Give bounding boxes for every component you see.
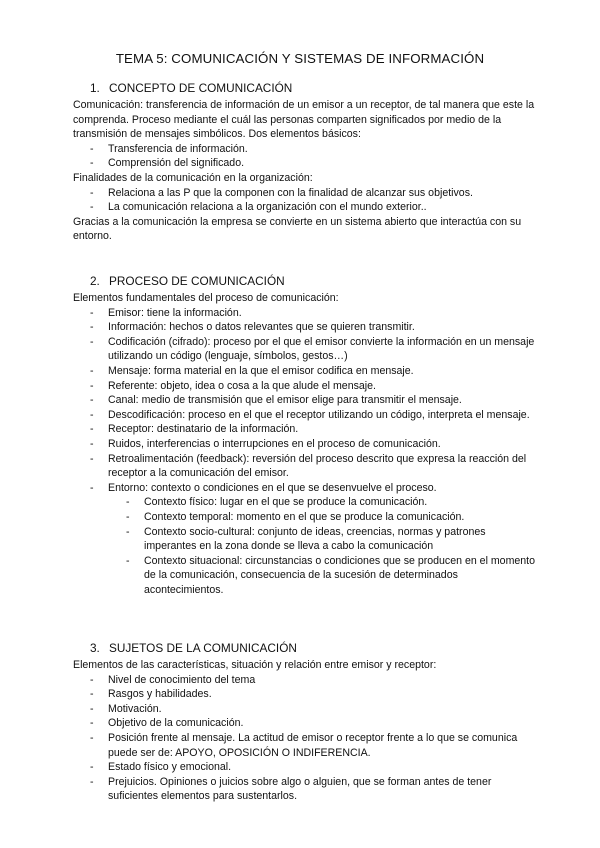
dash-bullet: - (126, 496, 130, 509)
dash-bullet: - (90, 423, 94, 436)
paragraph: Gracias a la comunicación la empresa se convierte en un sistema abierto que interactúa con su entorno. (73, 215, 522, 243)
dash-bullet: - (90, 335, 94, 348)
list-item: - Canal: medio de transmisión que el emisor elige para transmitir el mensaje. (90, 394, 462, 407)
list-item: - Descodificación: proceso en el que el receptor utilizando un código, interpreta el mensaje. (90, 408, 530, 421)
paragraph: Finalidades de la comunicación en la organización: (73, 171, 313, 184)
list-item: - Codificación (cifrado): proceso por el que el emisor convierte la información en un mensaje utilizando un código (lenguaje, símbolos, gestos…) (90, 335, 535, 363)
dash-bullet: - (90, 717, 94, 730)
list-item: - Entorno: contexto o condiciones en el que se desenvuelve el proceso. - Contexto físico: lugar en el que se produce la comunicación. - Contexto temporal: momento en el que se produce la comunicación. - Contexto socio-cultural: conjunto de ideas, creencias, normas y patrones imperantes en la zona donde se lleva a cabo la comunicación - Contexto situacional: circunstancias o condiciones que se producen en el momento de la comunicación, consecuencia de la sucesión de determinados acontecimientos. (73, 481, 540, 598)
section-number: 1. (90, 81, 100, 95)
dash-bullet: - (90, 157, 94, 170)
dash-bullet: - (90, 761, 94, 774)
list-item: - Nivel de conocimiento del tema (90, 673, 256, 686)
dash-bullet: - (90, 688, 94, 701)
list-item: - Emisor: tiene la información. (90, 306, 242, 319)
dash-bullet: - (90, 394, 94, 407)
bullet-list (73, 142, 540, 171)
list-item: - La comunicación relaciona a la organización con el mundo exterior.. (90, 201, 427, 214)
dash-bullet: - (90, 775, 94, 788)
section-heading (73, 81, 540, 96)
sub-bullet-list (108, 495, 540, 597)
list-item: - Posición frente al mensaje. La actitud de emisor o receptor frente a lo que se comunica puede ser de: APOYO, OPOSICIÓN O INDIFERENCIA. (90, 731, 518, 759)
dash-bullet: - (126, 525, 130, 538)
section-concepto (73, 81, 540, 244)
list-item: - Prejuicios. Opiniones o juicios sobre algo o alguien, que se forman antes de tener suficientes elementos para sustentarlos. (90, 775, 492, 803)
sub-list-item: - Contexto situacional: circunstancias o condiciones que se producen en el momento de la comunicación, consecuencia de la sucesión de determinados acontecimientos. (126, 554, 536, 596)
dash-bullet: - (90, 364, 94, 377)
list-item: - Relaciona a las P que la componen con la finalidad de alcanzar sus objetivos. (90, 186, 473, 199)
section-number: 2. (90, 274, 100, 288)
list-item: - Receptor: destinatario de la información. (90, 423, 299, 436)
dash-bullet: - (90, 673, 94, 686)
sub-list-item: - Contexto temporal: momento en el que se produce la comunicación. (126, 510, 465, 523)
paragraph: Elementos de las características, situación y relación entre emisor y receptor: (73, 659, 437, 671)
list-item: - Rasgos y habilidades. (90, 688, 212, 701)
paragraph: Elementos fundamentales del proceso de comunicación: (73, 292, 339, 304)
section-title: SUJETOS DE LA COMUNICACIÓN (109, 641, 297, 655)
list-item: - Información: hechos o datos relevantes que se quieren transmitir. (90, 321, 415, 334)
section-number: 3. (90, 641, 100, 655)
dash-bullet: - (90, 142, 94, 155)
list-item: - Objetivo de la comunicación. (90, 717, 244, 730)
sub-list-item: - Contexto físico: lugar en el que se produce la comunicación. (126, 496, 428, 509)
dash-bullet: - (90, 321, 94, 334)
list-item: - Ruidos, interferencias o interrupciones en el proceso de comunicación. (90, 437, 441, 450)
dash-bullet: - (126, 554, 130, 567)
dash-bullet: - (90, 702, 94, 715)
dash-bullet: - (90, 481, 94, 494)
paragraph: Comunicación: transferencia de información de un emisor a un receptor, de tal manera que este la comprenda. Proceso mediante el cuál las personas comparten significados por medio de la transmisión de mensajes simbólicos. Dos elementos básicos: (73, 99, 535, 141)
dash-bullet: - (126, 510, 130, 523)
document-title: TEMA 5: COMUNICACIÓN Y SISTEMAS DE INFORMACIÓN (115, 51, 485, 66)
section-proceso (73, 274, 540, 597)
dash-bullet: - (90, 408, 94, 421)
dash-bullet: - (90, 306, 94, 319)
sub-list-item: - Contexto socio-cultural: conjunto de ideas, creencias, normas y patrones imperantes en la zona donde se lleva a cabo la comunicación (126, 525, 486, 553)
section-heading (73, 274, 540, 289)
bullet-list (73, 306, 540, 598)
bullet-list (73, 673, 540, 804)
list-item: - Estado físico y emocional. (90, 761, 232, 774)
section-heading (73, 641, 540, 656)
dash-bullet: - (90, 437, 94, 450)
list-item: - Motivación. (90, 702, 162, 715)
bullet-list (73, 186, 540, 215)
dash-bullet: - (90, 201, 94, 214)
dash-bullet: - (90, 452, 94, 465)
section-title: CONCEPTO DE COMUNICACIÓN (109, 81, 293, 95)
dash-bullet: - (90, 731, 94, 744)
list-item: - Mensaje: forma material en la que el emisor codifica en mensaje. (90, 364, 414, 377)
list-item: - Transferencia de información. (90, 142, 248, 155)
list-item: - Comprensión del significado. (90, 157, 245, 170)
dash-bullet: - (90, 379, 94, 392)
dash-bullet: - (90, 186, 94, 199)
section-sujetos (73, 641, 540, 804)
section-title: PROCESO DE COMUNICACIÓN (109, 274, 285, 288)
list-item: - Referente: objeto, idea o cosa a la que alude el mensaje. (90, 379, 376, 392)
list-item: - Retroalimentación (feedback): reversión del proceso descrito que expresa la reacción del receptor a la comunicación del emisor. (90, 452, 527, 480)
